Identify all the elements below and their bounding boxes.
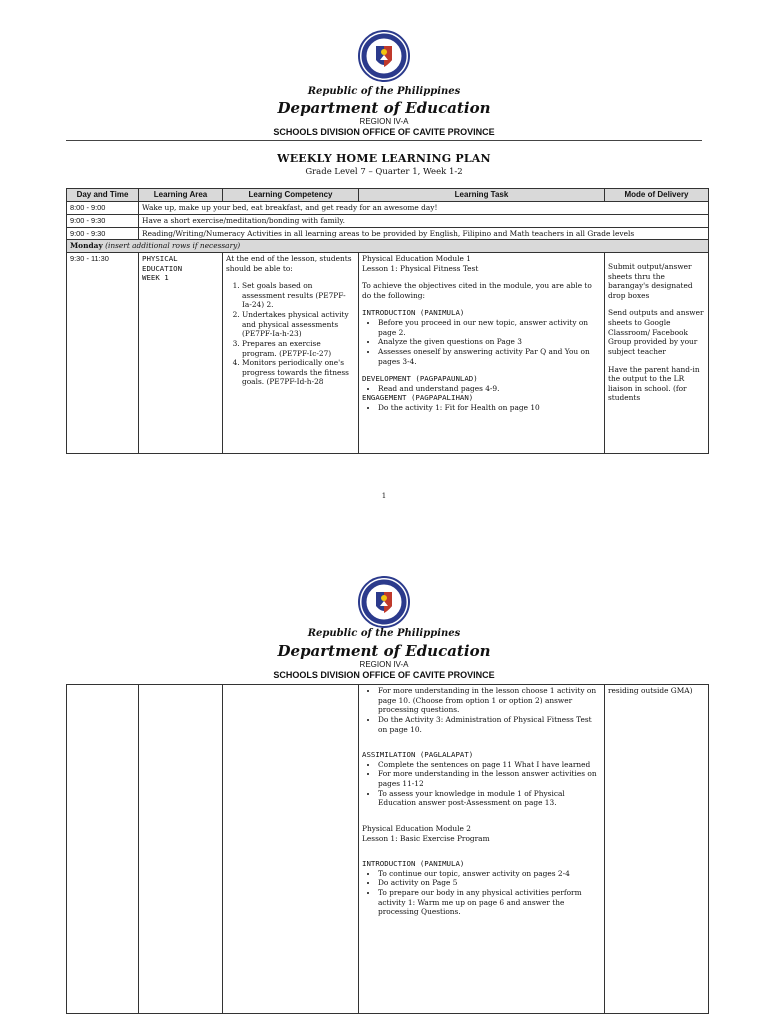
monday-row	[67, 240, 709, 253]
list-item: 2. Undertakes physical activity and physical assessments (PE7PF-Ia-h-23)	[242, 310, 355, 339]
competency-intro: At the end of the lesson, students should be able to:	[226, 253, 352, 273]
intro-heading: INTRODUCTION (PANIMULA)	[362, 308, 465, 318]
monday-label: Monday	[70, 241, 103, 251]
republic-line: Republic of the Philippines	[307, 628, 461, 639]
empty-cell	[223, 685, 359, 1014]
monday-note: (insert additional rows if necessary)	[105, 241, 241, 251]
plan-title: WEEKLY HOME LEARNING PLAN	[277, 152, 491, 165]
table-header-row	[67, 189, 709, 202]
lesson-title: Lesson 1: Physical Fitness Test	[362, 263, 479, 273]
session-time: 9:30 - 11:30	[67, 252, 139, 453]
lesson2-title: Lesson 1: Basic Exercise Program	[362, 833, 490, 843]
module-title: Physical Education Module 1	[362, 253, 471, 263]
table-row	[67, 215, 709, 228]
list-item: • Complete the sentences on page 11 What I have learned	[378, 760, 601, 770]
region-label: REGION IV-A	[359, 660, 409, 669]
list-item: • Assesses oneself by answering activity Par Q and You on pages 3-4.	[378, 347, 601, 366]
routine-task: Have a short exercise/meditation/bonding with family.	[139, 215, 709, 228]
routine-time: 8:00 - 9:00	[67, 202, 139, 215]
list-item: • To prepare our body in any physical activities perform activity 1: Warm me up on page 6 and answer the processing Questions.	[378, 888, 601, 917]
list-item: • To assess your knowledge in module 1 of Physical Education answer post-Assessment on page 13.	[378, 789, 601, 808]
deped-seal-icon	[358, 30, 410, 82]
area-line: EDUCATION	[142, 263, 183, 273]
delivery-online: Send outputs and answer sheets to Google Classroom/ Facebook Group provided by your subject teacher	[608, 308, 704, 356]
header-rule	[66, 140, 702, 141]
col-mode-of-delivery: Mode of Delivery	[605, 189, 709, 202]
module2-title: Physical Education Module 2	[362, 823, 471, 833]
col-learning-task: Learning Task	[359, 189, 605, 202]
continued-delivery: residing outside GMA)	[605, 685, 709, 1014]
col-day-time: Day and Time	[67, 189, 139, 202]
routine-task: Reading/Writing/Numeracy Activities in all learning areas to be provided by English, Filipino and Math teachers in all Grade levels	[139, 227, 709, 240]
session-delivery	[605, 252, 709, 453]
session-task	[359, 252, 605, 453]
list-item: • To continue our topic, answer activity on pages 2-4	[378, 869, 601, 879]
table-row	[67, 227, 709, 240]
list-item: • Do activity on Page 5	[378, 878, 601, 888]
development-list	[362, 384, 601, 394]
continued-row	[67, 685, 709, 1014]
document-page-2	[0, 560, 768, 1024]
department-name: Department of Education	[277, 642, 491, 660]
list-item: • Before you proceed in our new topic, answer activity on page 2.	[378, 318, 601, 337]
session-area	[139, 252, 223, 453]
deped-seal-icon	[358, 576, 410, 628]
empty-cell	[67, 685, 139, 1014]
department-name: Department of Education	[277, 99, 491, 117]
intro-list	[362, 318, 601, 366]
list-item: 3. Prepares an exercise program. (PE7PF-Ic-27)	[242, 339, 355, 358]
list-item: • Do the activity 1: Fit for Health on page 10	[378, 403, 601, 413]
page-number: 1	[381, 492, 387, 500]
list-item: • For more understanding in the lesson choose 1 activity on page 10. (Choose from option 1 or option 2) answer processing questions.	[378, 686, 601, 715]
col-learning-competency: Learning Competency	[223, 189, 359, 202]
list-item: • Read and understand pages 4-9.	[378, 384, 601, 394]
assimilation-heading: ASSIMILATION (PAGLALAPAT)	[362, 750, 474, 760]
list-item: 4. Monitors periodically one's progress towards the fitness goals. (PE7PF-Id-h-28	[242, 358, 355, 387]
area-line: PHYSICAL	[142, 253, 178, 263]
engagement-list-continued	[362, 686, 601, 734]
plan-subtitle: Grade Level 7 – Quarter 1, Week 1-2	[305, 167, 463, 177]
republic-line: Republic of the Philippines	[307, 86, 461, 97]
development-heading: DEVELOPMENT (PAGPAPAUNLAD)	[362, 374, 478, 384]
intro2-list	[362, 869, 601, 917]
list-item: • For more understanding in the lesson answer activities on pages 11-12	[378, 769, 601, 788]
intro2-heading: INTRODUCTION (PANIMULA)	[362, 859, 465, 869]
list-item: • Analyze the given questions on Page 3	[378, 337, 601, 347]
page-gap	[0, 530, 768, 560]
region-label: REGION IV-A	[359, 117, 409, 126]
session-competency	[223, 252, 359, 453]
list-item: • Do the Activity 3: Administration of Physical Fitness Test on page 10.	[378, 715, 601, 734]
session-row	[67, 252, 709, 453]
routine-task: Wake up, make up your bed, eat breakfast, and get ready for an awesome day!	[139, 202, 709, 215]
area-line: WEEK 1	[142, 273, 169, 283]
delivery-dropbox: Submit output/answer sheets thru the barangay's designated drop boxes	[608, 261, 693, 300]
competency-list	[226, 281, 355, 387]
routine-time: 9:00 - 9:30	[67, 227, 139, 240]
learning-plan-table-continued	[66, 684, 709, 1014]
col-learning-area: Learning Area	[139, 189, 223, 202]
division-label: SCHOOLS DIVISION OFFICE OF CAVITE PROVINCE	[273, 127, 495, 137]
learning-plan-table	[66, 188, 709, 454]
monday-label-cell	[67, 240, 709, 253]
engagement-heading: ENGAGEMENT (PAGPAPALIHAN)	[362, 393, 474, 403]
empty-cell	[139, 685, 223, 1014]
assimilation-list	[362, 760, 601, 808]
engagement-list	[362, 403, 601, 413]
table-row	[67, 202, 709, 215]
list-item: 1. Set goals based on assessment results (PE7PF-Ia-24) 2.	[242, 281, 355, 310]
objective-text: To achieve the objectives cited in the module, you are able to do the following:	[362, 281, 592, 300]
routine-time: 9:00 - 9:30	[67, 215, 139, 228]
delivery-liaison: Have the parent hand-in the output to the LR liaison in school. (for students	[608, 364, 700, 403]
division-label: SCHOOLS DIVISION OFFICE OF CAVITE PROVINCE	[273, 670, 495, 680]
continued-task	[359, 685, 605, 1014]
